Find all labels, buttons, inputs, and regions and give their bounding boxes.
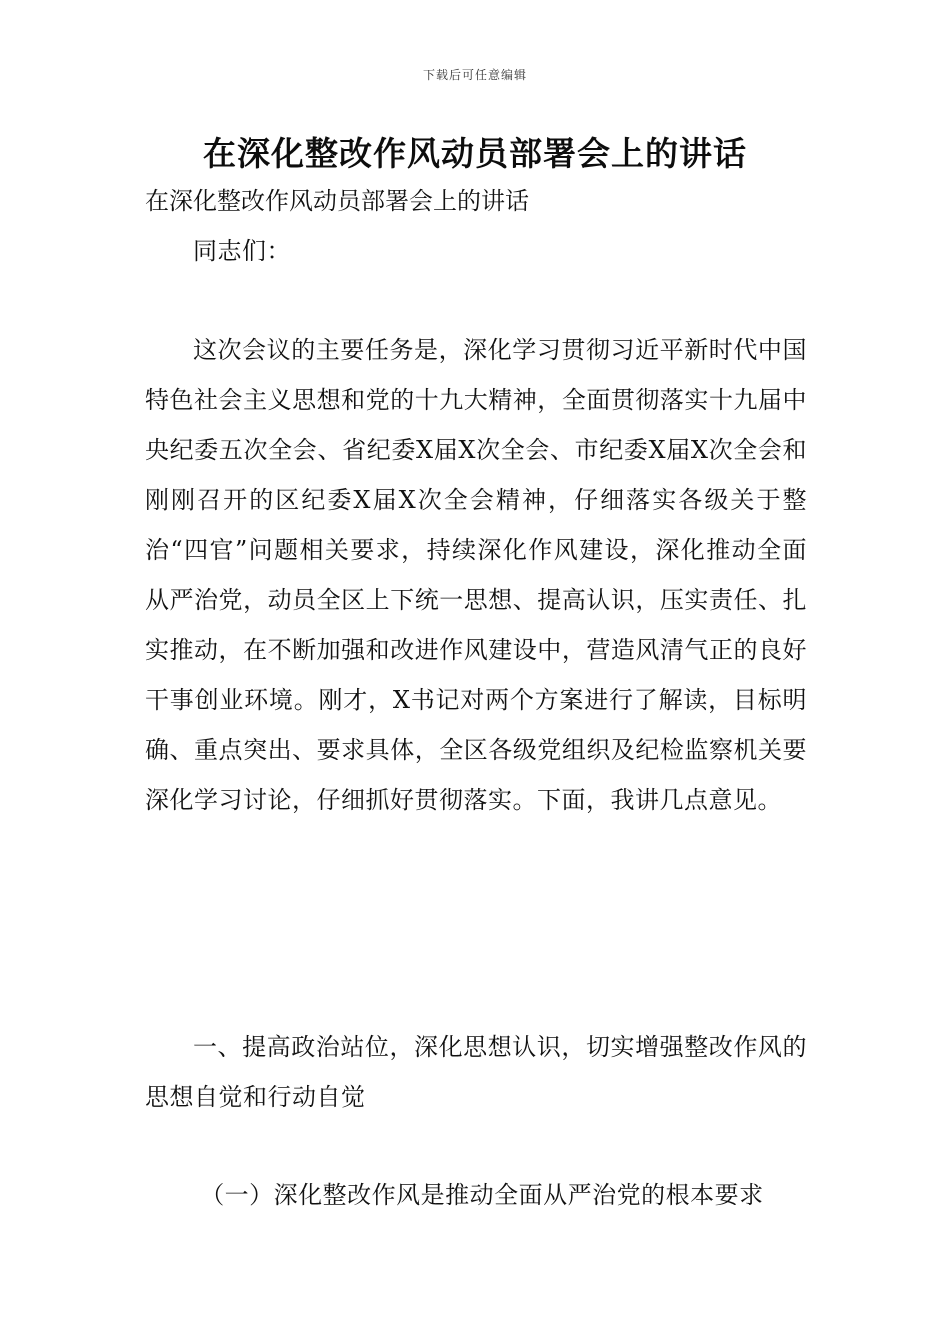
section-heading: 一、提高政治站位，深化思想认识，切实增强整改作风的思想自觉和行动自觉 bbox=[145, 1033, 807, 1111]
document-title: 在深化整改作风动员部署会上的讲话 bbox=[203, 134, 747, 173]
body-paragraph: 这次会议的主要任务是，深化学习贯彻习近平新时代中国特色社会主义思想和党的十九大精神，全面贯彻落实十九届中央纪委五次全会、省纪委X届X次全会、市纪委X届X次全会和刚刚召开的区纪委X届X次全会精神，仔细落实各级关于整治“四官”问题相关要求，持续深化作风建设，深化推动全面从严治党，动员全区上下统一思想、提高认识，压实责任、扎实推动，在不断加强和改进作风建设中，营造风清气正的良好干事创业环境。刚才，X书记对两个方案进行了解读，目标明确、重点突出、要求具体，全区各级党组织及纪检监察机关要深化学习讨论，仔细抓好贯彻落实。下面，我讲几点意见。 bbox=[145, 336, 807, 814]
document-subtitle: 在深化整改作风动员部署会上的讲话 bbox=[145, 187, 529, 215]
salutation: 同志们： bbox=[193, 237, 291, 265]
subsection-heading: （一）深化整改作风是推动全面从严治党的根本要求 bbox=[200, 1181, 764, 1209]
download-note: 下载后可任意编辑 bbox=[422, 68, 527, 82]
